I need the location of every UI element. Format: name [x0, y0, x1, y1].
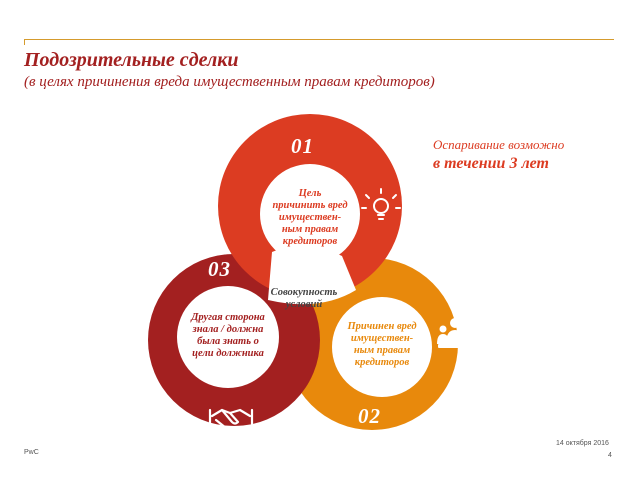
page-subtitle: (в целях причинения вреда имущественным правам кредиторов) [24, 74, 435, 90]
circle-01-text [255, 188, 365, 248]
circle-02-line: имуществен- [350, 333, 414, 344]
footer-date: 14 октября 2016 [556, 440, 609, 447]
circle-number-02: 02 [358, 404, 381, 428]
circle-number-03: 03 [208, 257, 231, 281]
center-text-line: условий [285, 299, 323, 310]
page-title: Подозрительные сделки [24, 49, 239, 71]
circle-03-line: цели должника [192, 348, 264, 359]
page-number: 4 [608, 452, 612, 459]
circle-01-line: имуществен- [278, 212, 342, 223]
challenge-note-line2: в течении 3 лет [433, 155, 549, 172]
challenge-note-line1: Оспаривание возможно [433, 137, 565, 152]
circle-01-line: кредиторов [282, 236, 338, 247]
circle-number-01: 01 [291, 134, 314, 158]
circle-02-line: кредиторов [354, 357, 410, 368]
brand-label: PwC [24, 449, 39, 456]
circle-03-line: знала / должна [192, 324, 264, 335]
center-text [254, 287, 354, 311]
circle-02-line: Причинен вред [347, 321, 417, 332]
center-text-line: Совокупность [270, 287, 338, 298]
circle-02-line: ным правам [353, 345, 411, 356]
circle-02-text [327, 321, 437, 369]
circle-03-text [172, 312, 284, 360]
circle-03-line: была знать о [197, 336, 259, 347]
circle-01-line: причинить вред [272, 200, 348, 211]
circle-01-line: ным правам [281, 224, 339, 235]
circle-01-line: Цель [298, 188, 322, 199]
circle-03-line: Другая сторона [191, 312, 265, 323]
